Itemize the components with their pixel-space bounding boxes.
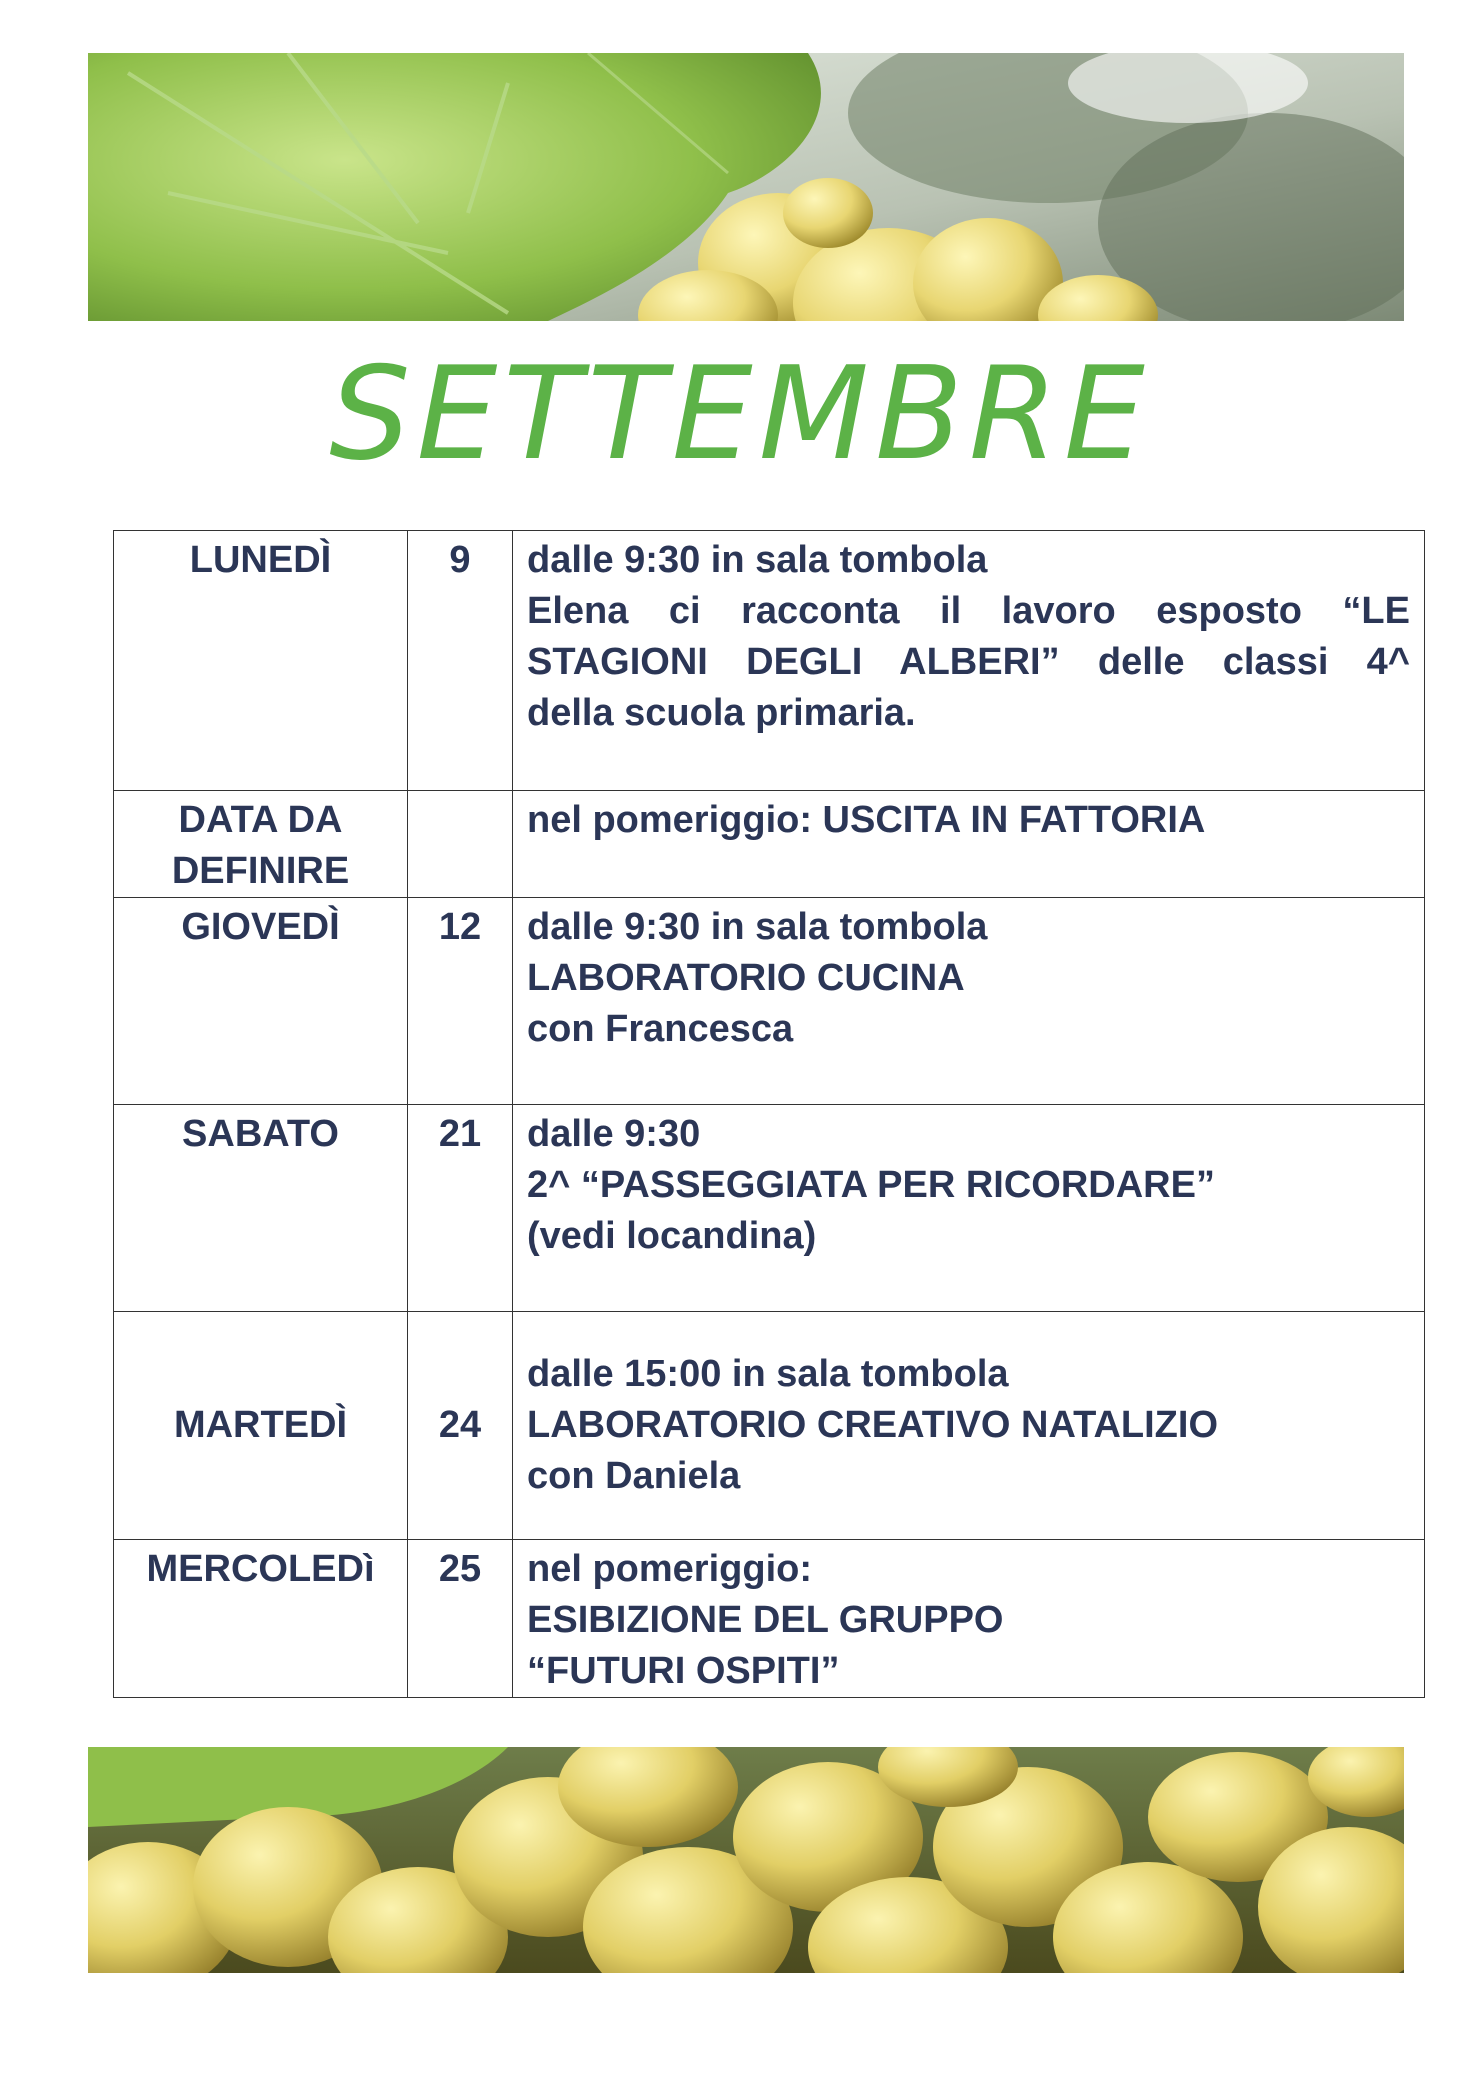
grape-bunch-image — [88, 1747, 1404, 1973]
schedule-table — [113, 530, 1425, 1698]
event-line: “FUTURI OSPITI” — [527, 1650, 840, 1692]
event-description — [513, 791, 1425, 898]
event-day: GIOVEDÌ — [114, 898, 408, 1105]
table-row — [114, 1312, 1425, 1540]
event-line: STAGIONI DEGLI ALBERI” delle classi 4^ — [527, 641, 1410, 683]
event-day: LUNEDÌ — [114, 531, 408, 791]
schedule-body — [114, 531, 1425, 1698]
table-row — [114, 531, 1425, 791]
event-line: 2^ “PASSEGGIATA PER RICORDARE” — [527, 1164, 1215, 1206]
event-line: con Daniela — [527, 1455, 741, 1497]
event-day: SABATO — [114, 1105, 408, 1312]
table-row — [114, 1105, 1425, 1312]
table-row — [114, 898, 1425, 1105]
event-line: LABORATORIO CUCINA — [527, 957, 965, 999]
event-description — [513, 898, 1425, 1105]
page-title: SETTEMBRE — [329, 340, 1151, 489]
bottom-grape-banner — [88, 1747, 1404, 1973]
event-date: 25 — [408, 1540, 513, 1698]
event-day: DATA DA DEFINIRE — [114, 791, 408, 898]
event-description — [513, 1540, 1425, 1698]
event-line: della scuola primaria. — [527, 692, 916, 734]
event-date: 9 — [408, 531, 513, 791]
top-grape-banner — [88, 53, 1404, 321]
event-line: Elena ci racconta il lavoro esposto “LE — [527, 590, 1410, 632]
event-description — [513, 1105, 1425, 1312]
event-line: dalle 9:30 in sala tombola — [527, 906, 988, 948]
event-date: 21 — [408, 1105, 513, 1312]
table-row — [114, 791, 1425, 898]
event-description — [513, 531, 1425, 791]
event-day: MARTEDÌ — [114, 1312, 408, 1540]
event-line: dalle 15:00 in sala tombola — [527, 1353, 1009, 1395]
event-line: dalle 9:30 — [527, 1113, 701, 1155]
event-line: LABORATORIO CREATIVO NATALIZIO — [527, 1404, 1218, 1446]
table-row — [114, 1540, 1425, 1698]
event-day: MERCOLEDì — [114, 1540, 408, 1698]
event-line: (vedi locandina) — [527, 1215, 817, 1257]
event-line: con Francesca — [527, 1008, 794, 1050]
event-date: 12 — [408, 898, 513, 1105]
event-line: dalle 9:30 in sala tombola — [527, 539, 988, 581]
event-date: 24 — [408, 1312, 513, 1540]
event-date — [408, 791, 513, 898]
event-line: nel pomeriggio: USCITA IN FATTORIA — [527, 799, 1206, 841]
event-line: nel pomeriggio: — [527, 1548, 812, 1590]
event-description — [513, 1312, 1425, 1540]
event-line: ESIBIZIONE DEL GRUPPO — [527, 1599, 1004, 1641]
grape-leaf-image — [88, 53, 1404, 321]
